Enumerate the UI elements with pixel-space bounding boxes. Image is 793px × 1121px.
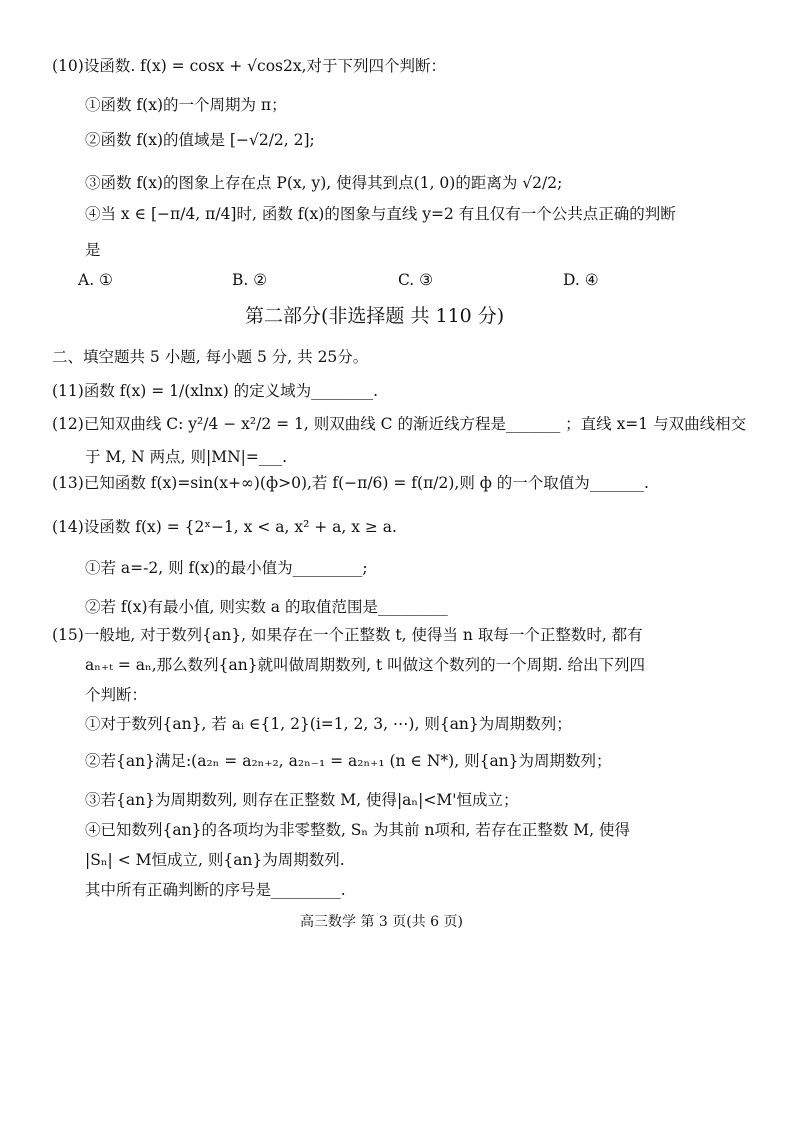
q12-line2: 于 M, N 两点, 则|MN|=___. [85, 448, 288, 466]
q10-statement-2: ②函数 f(x)的值域是 [−√2/2, 2]; [85, 131, 315, 149]
q15-statement-4-cont: |Sₙ| < M恒成立, 则{an}为周期数列. [85, 851, 345, 869]
q12-line1: (12)已知双曲线 C: y²/4 − x²/2 = 1, 则双曲线 C 的渐近线方程是_______ ；直线 x=1 与双曲线相交 [52, 415, 747, 433]
q10-option-a: A. ① [78, 271, 113, 289]
q10-option-d: D. ④ [563, 271, 599, 289]
q10-statement-4-cont: 是 [85, 241, 101, 259]
q15-ending: 其中所有正确判断的序号是_________. [85, 881, 346, 899]
q14-statement-1: ①若 a=-2, 则 f(x)的最小值为_________; [85, 559, 368, 577]
part2-intro: 二、填空题共 5 小题, 每小题 5 分, 共 25分。 [52, 348, 369, 366]
q15-statement-2: ②若{an}满足:(a₂ₙ = a₂ₙ₊₂, a₂ₙ₋₁ = a₂ₙ₊₁ (n ∈ N*), 则{an}为周期数列； [85, 752, 612, 770]
page-footer: 高三数学 第 3 页(共 6 页) [300, 914, 463, 930]
q13: (13)已知函数 f(x)=sin(x+∞)(ф>0),若 f(−π/6) = f(π/2),则 ф 的一个取值为_______. [52, 474, 649, 492]
q15-statement-3: ③若{an}为周期数列, 则存在正整数 M, 使得|aₙ|<M'恒成立； [85, 791, 519, 809]
q11: (11)函数 f(x) = 1/(xlnx) 的定义域为________. [52, 382, 379, 400]
q10-option-c: C. ③ [398, 271, 434, 289]
q10-statement-1: ①函数 f(x)的一个周期为 π； [85, 96, 287, 114]
q14-statement-2: ②若 f(x)有最小值, 则实数 a 的取值范围是_________ [85, 598, 448, 616]
q15-line3: 个判断： [85, 686, 148, 704]
q10-option-b: B. ② [232, 271, 268, 289]
q10-statement-3: ③函数 f(x)的图象上存在点 P(x, y), 使得其到点(1, 0)的距离为 √2/2; [85, 174, 563, 192]
q15-line1: (15)一般地, 对于数列{an}, 如果存在一个正整数 t, 使得当 n 取每一个正整数时, 都有 [52, 626, 643, 644]
q14-stem: (14)设函数 f(x) = {2ˣ−1, x < a, x² + a, x ≥ a. [52, 518, 397, 536]
q15-statement-4: ④已知数列{an}的各项均为非零整数, Sₙ 为其前 n项和, 若存在正整数 M, 使得 [85, 821, 630, 839]
q10-statement-4: ④当 x ∈ [−π/4, π/4]时, 函数 f(x)的图象与直线 y=2 有且仅有一个公共点正确的判断 [85, 205, 676, 223]
q15-line2: aₙ₊ₜ = aₙ,那么数列{an}就叫做周期数列, t 叫做这个数列的一个周期. 给出下列四 [85, 656, 645, 674]
q10-stem: (10)设函数. f(x) = cosx + √cos2x,对于下列四个判断： [52, 57, 447, 75]
q15-statement-1: ①对于数列{an}, 若 aᵢ ∈{1, 2}(i=1, 2, 3, ⋯), 则{an}为周期数列； [85, 715, 572, 733]
part2-title: 第二部分(非选择题 共 110 分) [245, 305, 505, 327]
